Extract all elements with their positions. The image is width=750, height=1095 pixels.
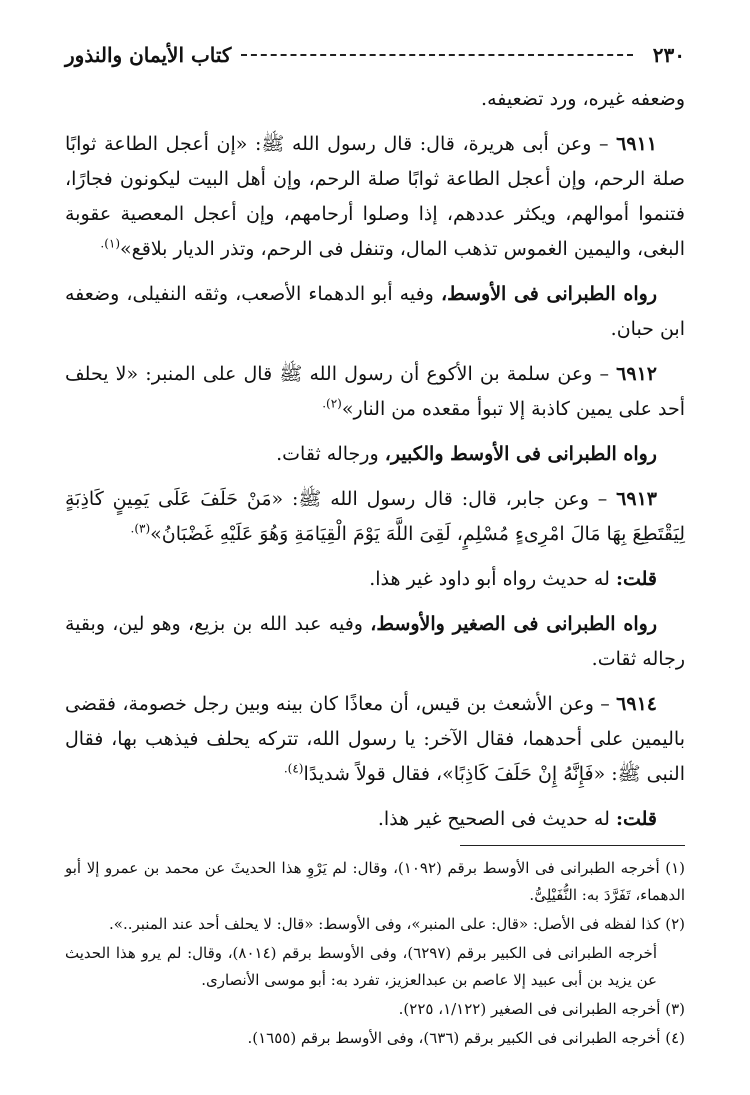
- footnote-separator: [460, 845, 685, 846]
- hadith-number: ٦٩١١: [616, 133, 657, 155]
- footnote-3: (٣) أخرجه الطبرانى فى الصغير (١/١٢٢، ٢٢٥).: [398, 1000, 685, 1018]
- hadith-text: – وعن جابر، قال: قال رسول الله ﷺ: «مَنْ حَلَفَ عَلَى يَمِينٍ كَاذِبَةٍ لِيَقْتَطِعَ بِهَا مَالَ امْرِىءٍ مُسْلِمٍ، لَقِىَ اللَّهَ يَوْمَ الْقِيَامَةِ وَهُوَ عَلَيْهِ غَضْبَانُ»: [65, 488, 685, 545]
- source-label: رواه الطبرانى فى الأوسط،: [440, 283, 658, 305]
- page-header: [65, 40, 685, 70]
- header-dashed-rule: [241, 54, 632, 56]
- hadith-text: – وعن الأشعث بن قيس، أن معاذًا كان بينه وبين رجل خصومة، فقضى باليمين على أحدهما، فقال الآخر: يا رسول الله، تتركه يحلف فيذهب بها، فقال النبى ﷺ: «فَإِنَّهُ إِنْ حَلَفَ كَاذِبًا»، فقال قولاً شديدًا: [65, 693, 685, 785]
- hadith-6913: [65, 482, 685, 552]
- hadith-number: ٦٩١٢: [616, 363, 657, 385]
- book-title: كتاب الأيمان والنذور: [65, 43, 232, 67]
- qult-label: قلت:: [615, 568, 657, 590]
- footnote-ref: (١).: [100, 236, 121, 251]
- narration-6913: [65, 607, 685, 677]
- qult-text: له حديث رواه أبو داود غير هذا.: [369, 568, 610, 590]
- hadith-number: ٦٩١٣: [616, 488, 657, 510]
- footnote-ref: (٣).: [130, 521, 151, 536]
- qult-label: قلت:: [615, 808, 657, 830]
- source-label: رواه الطبرانى فى الأوسط والكبير،: [384, 443, 657, 465]
- page-number: ٢٣٠: [652, 43, 685, 67]
- footnote-2-continued: أخرجه الطبرانى فى الكبير برقم (٦٢٩٧)، وفى الأوسط برقم (٨٠١٤)، وقال: لم يرو هذا الحديث عن يزيد بن أبى عبيد إلا عاصم بن عبدالعزيز، تفرد به: أبو موسى الأنصارى.: [65, 944, 657, 989]
- footnotes: [65, 855, 685, 1054]
- narration-6912: [65, 437, 685, 472]
- qult-6913: [65, 562, 685, 597]
- qult-6914: [65, 802, 685, 837]
- hadith-6914: [65, 687, 685, 792]
- footnote-ref: (٢).: [322, 396, 342, 411]
- hadith-6912: [65, 357, 685, 427]
- hadith-6911: [65, 127, 685, 267]
- footnote-1: (١) أخرجه الطبرانى فى الأوسط برقم (١٠٩٢)، وقال: لم يَرْوِ هذا الحديثَ عن محمد بن عمرو إلا أبو الدهماء، تَفَرَّدَ به: النُّفَيْلِىُّ.: [65, 859, 685, 904]
- intro-line: وضعفه غيره، ورد تضعيفه.: [481, 88, 685, 110]
- footnote-ref: (٤).: [283, 761, 304, 776]
- narration-text: ورجاله ثقات.: [276, 443, 379, 465]
- narration-6911: [65, 277, 685, 347]
- hadith-text: – وعن أبى هريرة، قال: قال رسول الله ﷺ: «إن أعجل الطاعة ثوابًا صلة الرحم، وإن أعجل الطاعة ثوابًا صلة الرحم، وإن أهل البيت ليكونون فجارًا، فتنموا أموالهم، ويكثر عددهم، إذا وصلوا أرحامهم، وإن أعجل المعصية عقوبة البغى، واليمين الغموس تذهب المال، وتنفل فى الرحم، وتذر الديار بلاقع»: [65, 133, 685, 260]
- footnote-4: (٤) أخرجه الطبرانى فى الكبير برقم (٦٣٦)، وفى الأوسط برقم (١٦٥٥).: [247, 1029, 685, 1047]
- source-label: رواه الطبرانى فى الصغير والأوسط،: [370, 613, 657, 635]
- main-text: [65, 82, 685, 837]
- footnote-2: (٢) كذا لفظه فى الأصل: «قال: على المنبر»، وفى الأوسط: «قال: لا يحلف أحد عند المنبر..».: [109, 915, 685, 933]
- hadith-number: ٦٩١٤: [616, 693, 657, 715]
- narration-text: وفيه أبو الدهماء الأصعب، وثقه النفيلى، وضعفه ابن حبان.: [65, 283, 685, 340]
- hadith-text: – وعن سلمة بن الأكوع أن رسول الله ﷺ قال على المنبر: «لا يحلف أحد على يمين كاذبة إلا تبوأ مقعده من النار»: [65, 363, 685, 420]
- narration-text: وفيه عبد الله بن بزيع، وهو لين، وبقية رجاله ثقات.: [65, 613, 685, 670]
- qult-text: له حديث فى الصحيح غير هذا.: [377, 808, 610, 830]
